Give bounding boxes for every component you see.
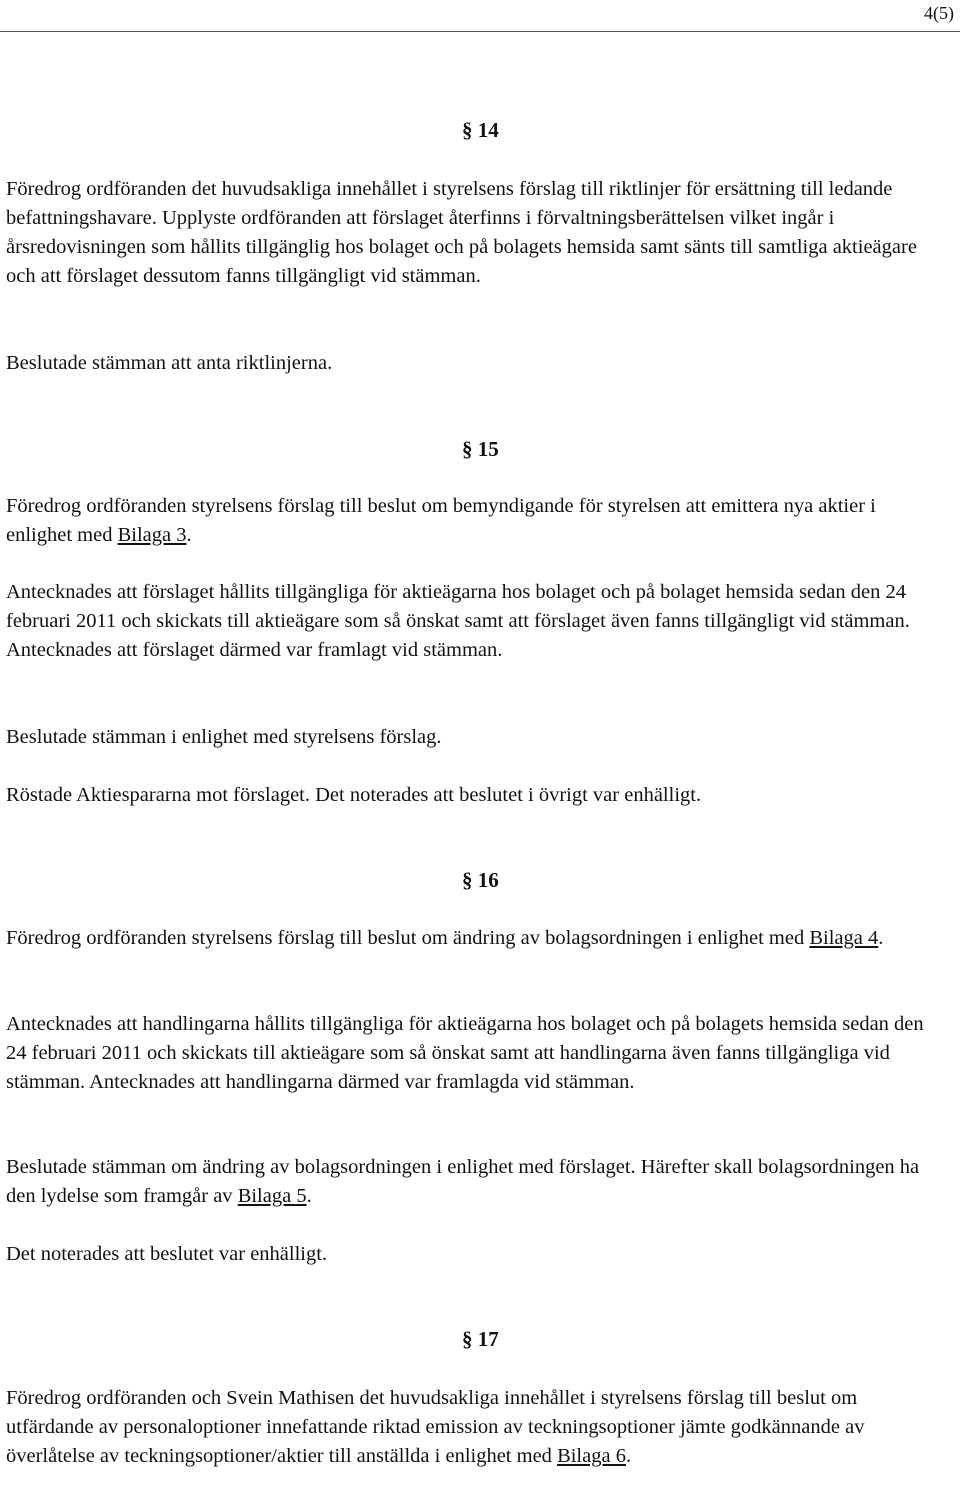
paragraph-end: . (306, 1185, 312, 1207)
paragraph: Antecknades att förslaget hållits tillgängliga för aktieägarna hos bolaget och på bolaget hemsida sedan den 24 februari 2011 och skickats till aktieägare som så önskat samt att förslaget även fanns tillgängligt vid stämman. Antecknades att förslaget därmed var framlagt vid stämman. (6, 581, 910, 661)
paragraph-text: Föredrog ordföranden styrelsens förslag till beslut om bemyndigande för styrelsen att emittera nya aktier i enlighet med (6, 495, 876, 546)
paragraph-end: . (186, 524, 192, 546)
bilaga-3-link[interactable]: Bilaga 3 (117, 524, 187, 546)
paragraph: Beslutade stämman i enlighet med styrelsens förslag. (6, 726, 442, 748)
paragraph (6, 1153, 946, 1211)
header-rule (0, 31, 960, 32)
paragraph (6, 924, 946, 953)
paragraph-end: . (625, 1445, 632, 1467)
paragraph-text: Beslutade stämman om ändring av bolagsordningen i enlighet med förslaget. Härefter skall bolagsordningen ha den lydelse som framgår av (6, 1156, 920, 1207)
bilaga-4-link[interactable]: Bilaga 4 (809, 927, 879, 949)
paragraph-text: Föredrog ordföranden styrelsens förslag till beslut om ändring av bolagsordningen i enlighet med (6, 927, 810, 949)
paragraph: Antecknades att handlingarna hållits tillgängliga för aktieägarna hos bolaget och på bolagets hemsida sedan den 24 februari 2011 och skickats till aktieägare som så önskat samt att handlingarna även fanns tillgängliga vid stämman. Antecknades att handlingarna därmed var framlagda vid stämman. (6, 1013, 924, 1093)
paragraph-end: . (878, 927, 884, 949)
section-heading-14: § 14 (462, 118, 499, 142)
page-number: 4(5) (924, 3, 954, 23)
paragraph (6, 1384, 946, 1471)
paragraph: Beslutade stämman att anta riktlinjerna. (6, 352, 333, 374)
paragraph-text: Föredrog ordföranden och Svein Mathisen det huvudsakliga innehållet i styrelsens förslag till beslut om utfärdande av personaloptioner innefattande riktad emission av teckningsoptioner jämte godkännande av överlåtelse av teckningsoptioner/aktier till anställda i enlighet med (6, 1387, 865, 1467)
paragraph: Röstade Aktiespararna mot förslaget. Det noterades att beslutet i övrigt var enhälligt. (6, 784, 702, 806)
section-heading-15: § 15 (462, 437, 499, 461)
paragraph: Föredrog ordföranden det huvudsakliga innehållet i styrelsens förslag till riktlinjer för ersättning till ledande befattningshavare. Upplyste ordföranden att förslaget återfinns i förvaltningsberättelsen vilket ingår i årsredovisningen som hållits tillgänglig hos bolaget och på bolagets hemsida samt sänts till samtliga aktieägare och att förslaget dessutom fanns tillgängligt vid stämman. (6, 178, 917, 287)
paragraph (6, 492, 946, 550)
section-heading-16: § 16 (462, 868, 499, 892)
bilaga-6-link[interactable]: Bilaga 6 (557, 1445, 626, 1467)
section-heading-17: § 17 (462, 1327, 499, 1351)
paragraph: Det noterades att beslutet var enhälligt. (6, 1243, 328, 1265)
bilaga-5-link[interactable]: Bilaga 5 (237, 1185, 307, 1207)
